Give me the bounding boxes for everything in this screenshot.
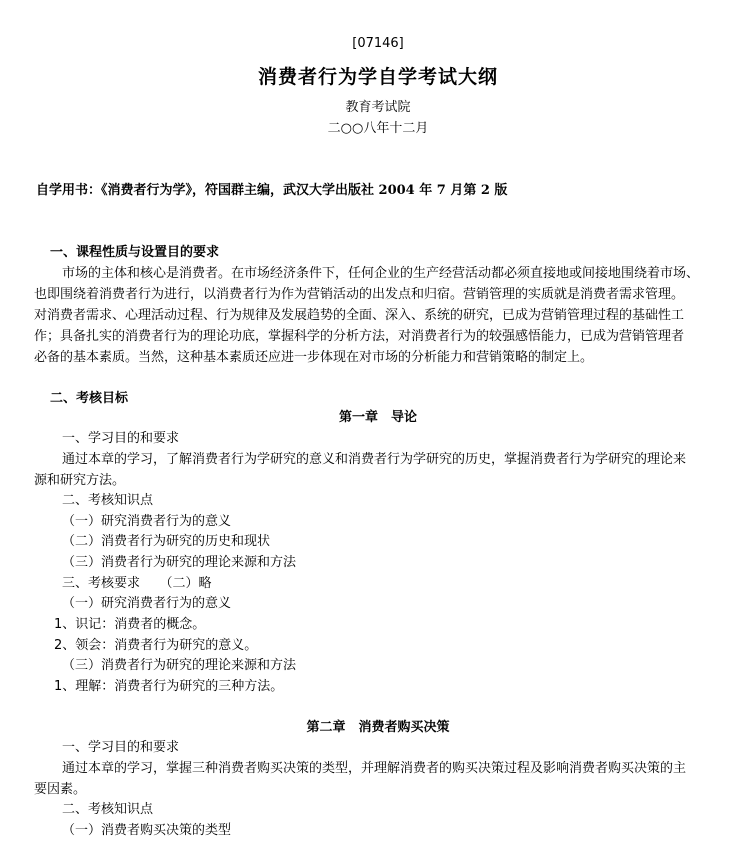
subsection-heading: 二、考核知识点 — [62, 493, 154, 508]
subsection-heading: 二、考核知识点 — [62, 802, 154, 817]
document-title: 消费者行为学自学考试大纲 — [257, 66, 498, 88]
section1-paragraph-line: 市场的主体和核心是消费者。在市场经济条件下，任何企业的生产经营活动都必须直接地或间接地围绕着市场、 — [62, 266, 700, 281]
section1-paragraph-line: 必备的基本素质。当然，这种基本素质还应进一步体现在对市场的分析能力和营销策略的制定上。 — [34, 350, 594, 365]
paragraph-line: 通过本章的学习，了解消费者行为学研究的意义和消费者行为学研究的历史，掌握消费者行为学研究的理论来 — [62, 452, 687, 467]
section1-paragraph-line: 也即围绕着消费者行为进行，以消费者行为作为营销活动的出发点和归宿。营销管理的实质就是消费者需求管理。 — [34, 287, 685, 302]
section1-heading: 一、课程性质与设置目的要求 — [50, 245, 220, 260]
subsection-heading: 三、考核要求 （二）略 — [62, 576, 212, 591]
section1-paragraph-line: 作；具备扎实的消费者行为的理论功底，掌握科学的分析方法，对消费者行为的较强感悟能力，已成为营销管理者 — [34, 329, 685, 344]
paragraph-line: 源和研究方法。 — [34, 473, 126, 488]
requirement-item: 2、领会：消费者行为研究的意义。 — [54, 638, 258, 653]
issuer: 教育考试院 — [345, 100, 411, 115]
paragraph-line: 通过本章的学习，掌握三种消费者购买决策的类型，并理解消费者的购买决策过程及影响消费者购买决策的主 — [62, 761, 687, 776]
paragraph-line: 要因素。 — [34, 782, 87, 797]
chapter1-title: 第一章 导论 — [338, 410, 417, 425]
knowledge-point: （一）研究消费者行为的意义 — [62, 514, 232, 529]
requirement-item: 1、理解：消费者行为研究的三种方法。 — [54, 679, 284, 694]
section2-heading: 二、考核目标 — [50, 391, 129, 406]
knowledge-point: （二）消费者行为研究的历史和现状 — [62, 534, 271, 549]
knowledge-point: （一）消费者购买决策的类型 — [62, 823, 232, 838]
section1-paragraph-line: 对消费者需求、心理活动过程、行为规律及发展趋势的全面、深入、系统的研究，已成为营销管理过程的基础性工 — [34, 308, 685, 323]
course-code: [07146] — [352, 36, 404, 51]
requirement-item: （一）研究消费者行为的意义 — [62, 596, 232, 611]
issue-date: 二○○八年十二月 — [327, 121, 429, 136]
textbook-line: 自学用书：《消费者行为学》，符国群主编，武汉大学出版社 2004 年 7 月第 2 版 — [36, 183, 508, 198]
requirement-item: （三）消费者行为研究的理论来源和方法 — [62, 658, 297, 673]
chapter2-title: 第二章 消费者购买决策 — [306, 720, 450, 735]
subsection-heading: 一、学习目的和要求 — [62, 740, 180, 755]
knowledge-point: （三）消费者行为研究的理论来源和方法 — [62, 555, 297, 570]
subsection-heading: 一、学习目的和要求 — [62, 431, 180, 446]
requirement-item: 1、识记：消费者的概念。 — [54, 617, 206, 632]
